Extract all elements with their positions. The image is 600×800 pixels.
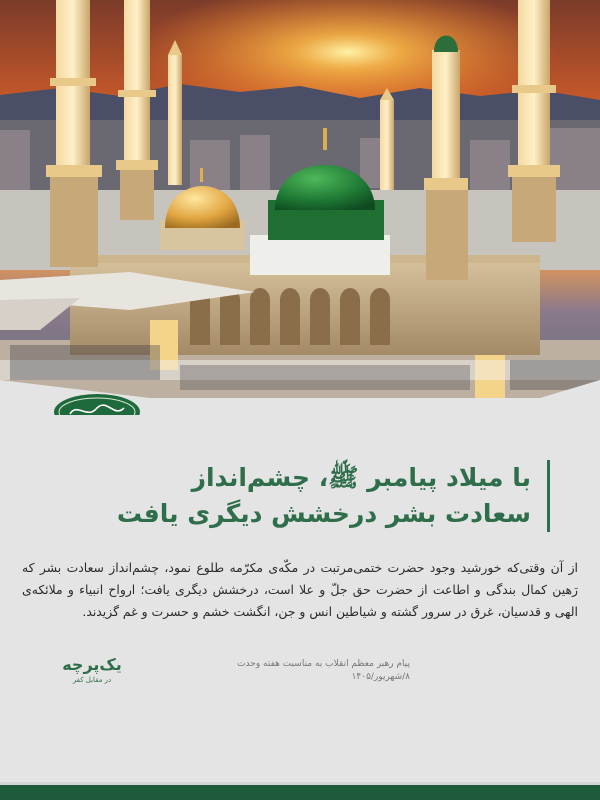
footer-bar bbox=[0, 785, 600, 800]
date-line: ۸/شهریور/۱۴۰۵ bbox=[351, 672, 410, 682]
title-block bbox=[71, 460, 550, 532]
logo-main-text: یک‌پرچه bbox=[62, 655, 122, 674]
source-line: پیام رهبر معظم انقلاب به مناسبت هفته وحدت bbox=[237, 659, 410, 669]
title-line-1: با میلاد پیامبر ﷺ، چشم‌انداز bbox=[191, 463, 531, 492]
campaign-logo bbox=[62, 655, 122, 695]
source-meta bbox=[237, 658, 410, 684]
logo-sub-text: در مقابل کفر bbox=[72, 676, 112, 684]
message-body: از آن وقتی‌که خورشید وجود حضرت ختمی‌مرتبت در مکّه‌ی مکرّمه طلوع نمود، چشم‌انداز سعادت بشر که رَهین کمال بندگی و اطاعت از حضرت حق جلّ و علا است، درخشش دیگری یافت؛ ارواح انبیاء و ملائکه‌ی الهی و قدسیان، غرق در سرور گشته و شیاطین انس و جن، انگشت خشم و حسرت و غم گزیدند. bbox=[22, 560, 578, 619]
title-line-2: سعادت بشر درخشش دیگری یافت bbox=[116, 499, 531, 528]
message-card bbox=[0, 415, 600, 785]
